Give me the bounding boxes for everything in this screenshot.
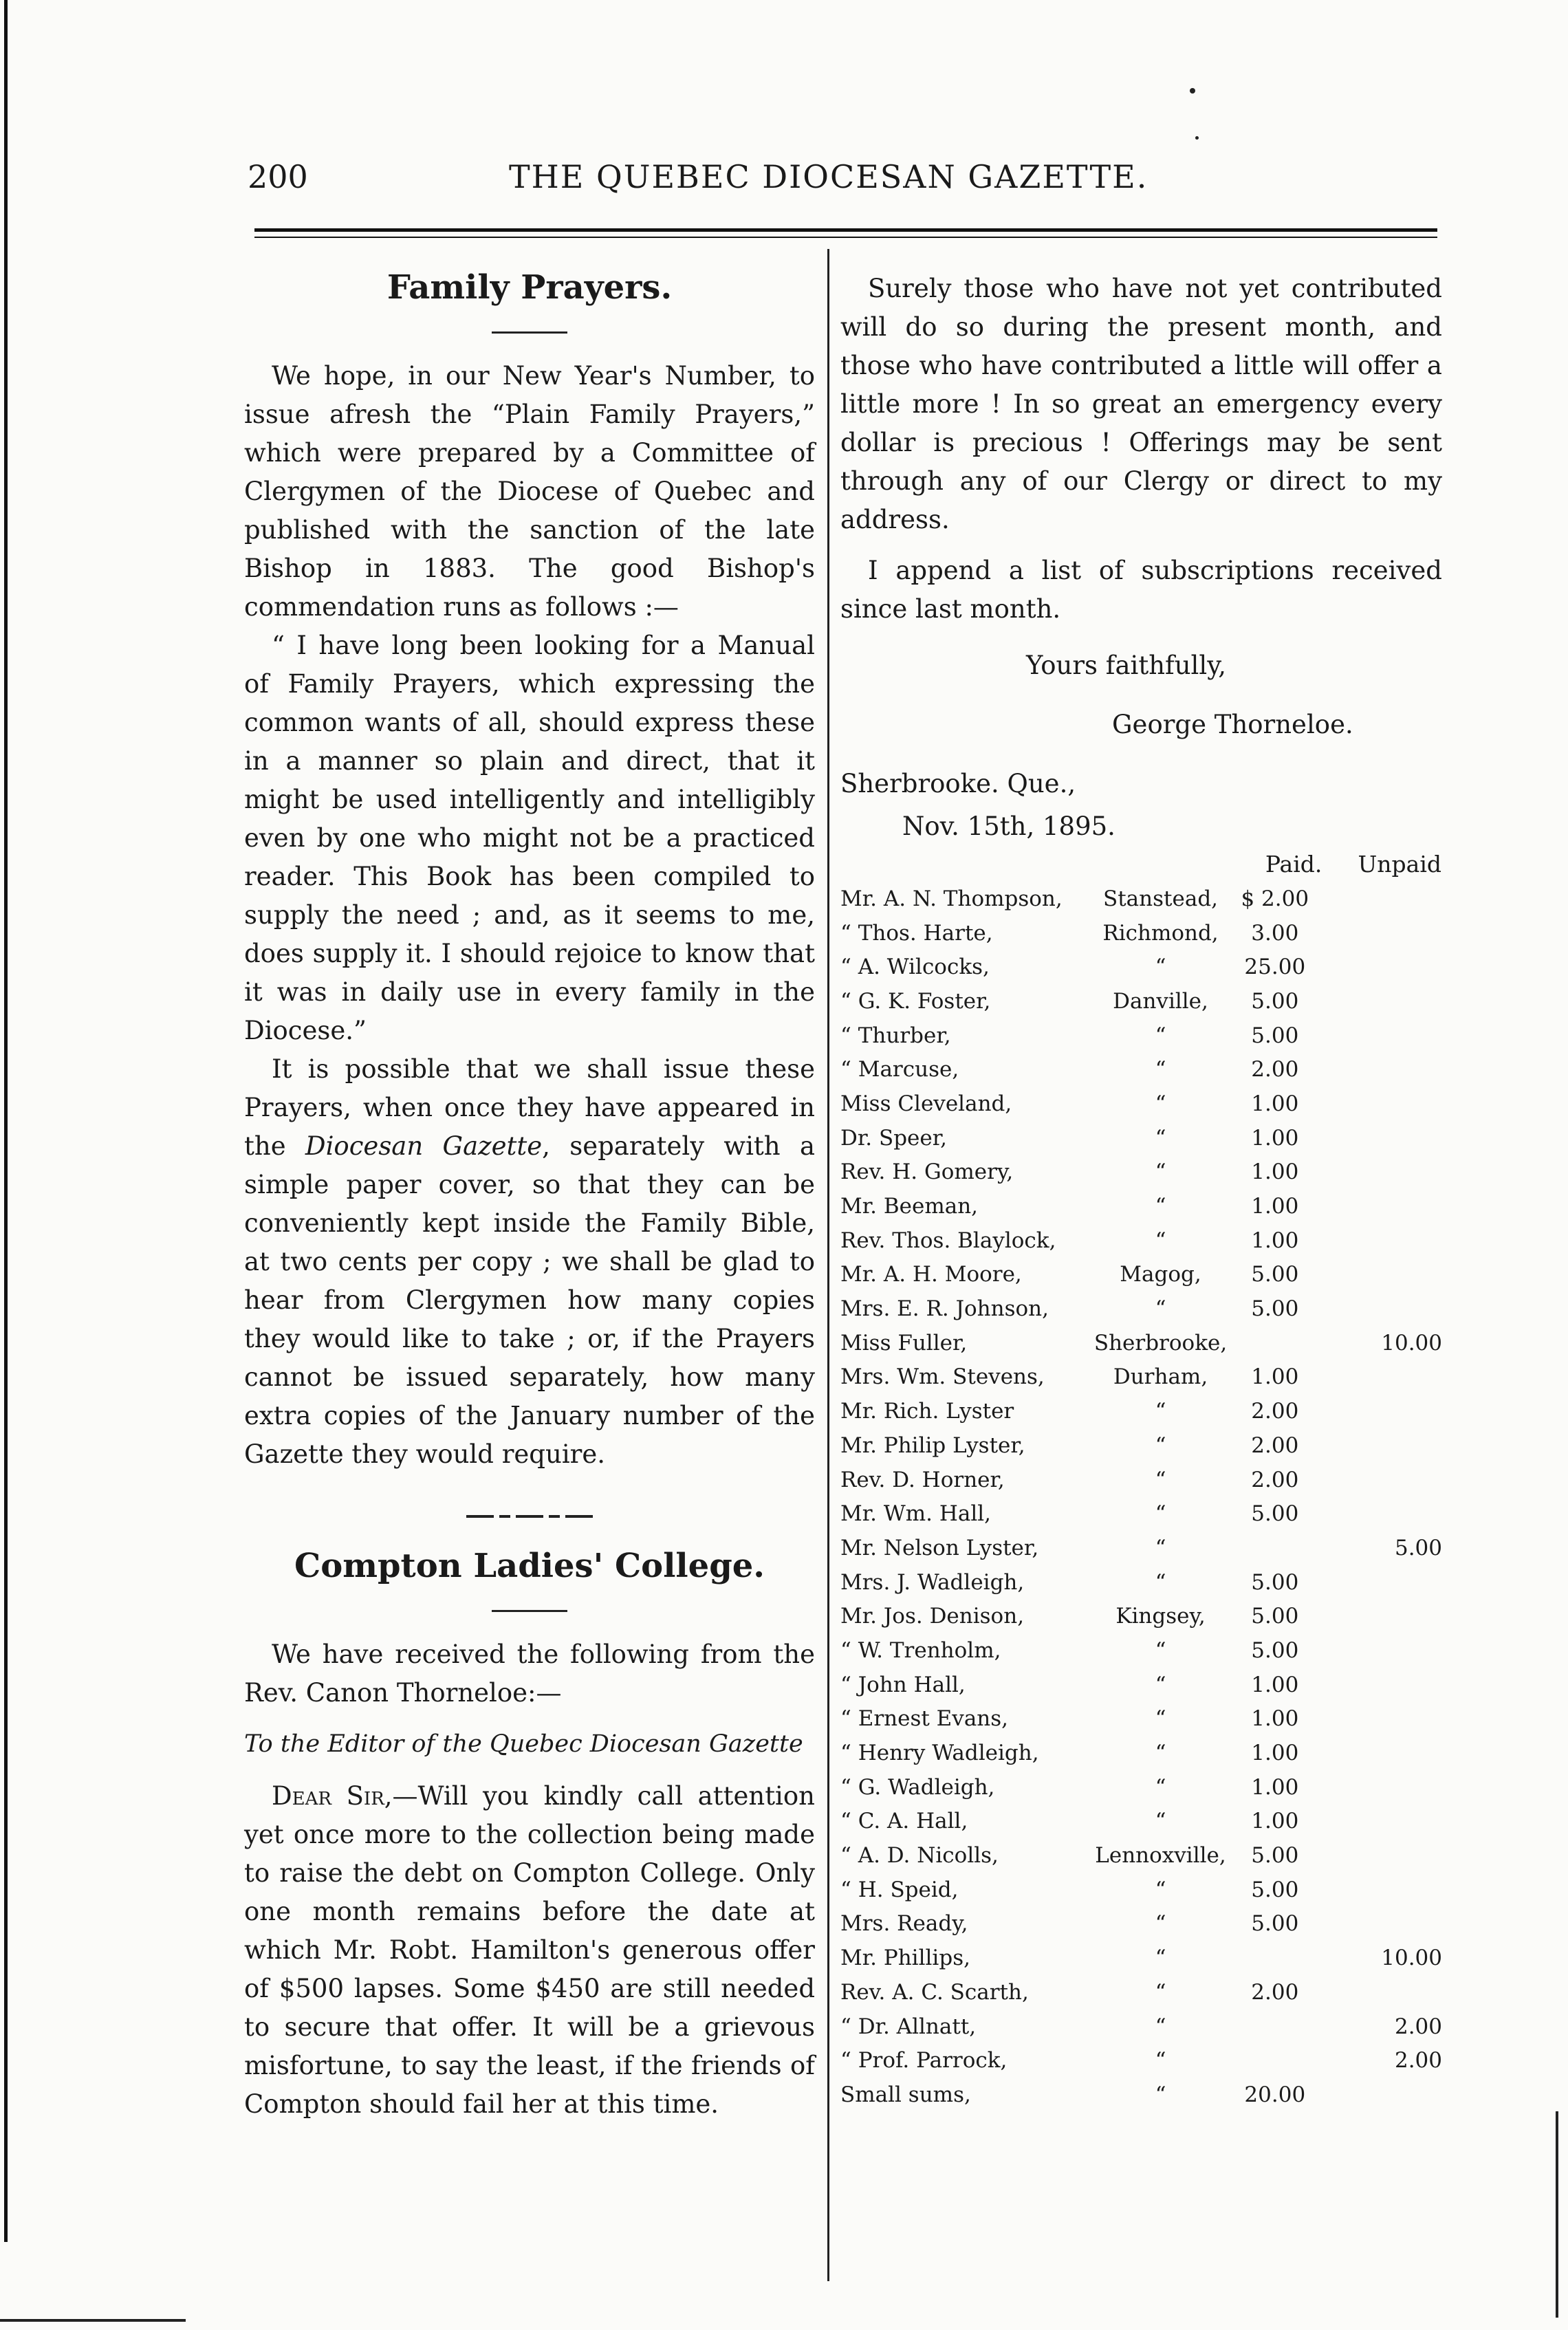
running-title: THE QUEBEC DIOCESAN GAZETTE. [509, 158, 1148, 195]
subscriber-name: Mr. A. H. Moore, [840, 1262, 1022, 1287]
subscriber-place: “ [1155, 1877, 1166, 1902]
paid-amount: 1.00 [1251, 1672, 1299, 1697]
subscriber-place: “ [1155, 1535, 1166, 1560]
unpaid-amount [1322, 916, 1442, 950]
unpaid-amount [1322, 1496, 1442, 1531]
unpaid-amount: 10.00 [1381, 1946, 1442, 1971]
subscriber-name: “ Ernest Evans, [840, 1706, 1009, 1732]
paid-amount: 1.00 [1251, 1159, 1299, 1185]
paid-amount: 5.00 [1251, 1911, 1299, 1937]
table-row [840, 1019, 1442, 1053]
subscriber-place: Magog, [1120, 1262, 1201, 1287]
subscriber-name: “ A. D. Nicolls, [840, 1843, 999, 1869]
scan-edge-bottom [0, 2319, 186, 2322]
table-row [840, 1565, 1442, 1600]
unpaid-amount: 2.00 [1394, 2048, 1442, 2073]
dear-sir: Dear Sir, [272, 1781, 393, 1811]
paid-amount: 5.00 [1251, 1569, 1299, 1595]
subscriber-name: Rev. H. Gomery, [840, 1159, 1014, 1185]
subscriber-place: “ [1155, 2048, 1166, 2073]
table-row [840, 1258, 1442, 1292]
paid-amount: $ 2.00 [1241, 886, 1309, 911]
appeal-paragraph: Surely those who have not yet contributed will do so during the present month, and those who have contributed a little will offer a little more ! In so great an emergency every dollar is precious ! Offerings may be sent through any of our Clergy or direct to my address. [840, 274, 1442, 534]
paid-amount: 1.00 [1251, 1091, 1299, 1116]
subscriber-place: “ [1155, 1194, 1166, 1219]
table-row [840, 1975, 1442, 2010]
subscriber-place: Stanstead, [1102, 886, 1219, 911]
table-row [840, 984, 1442, 1019]
subscriber-name: “ Marcuse, [840, 1057, 959, 1082]
subscriber-place: “ [1155, 1569, 1166, 1595]
table-row [840, 1428, 1442, 1463]
table-row [840, 1394, 1442, 1428]
scan-edge-right [1556, 2111, 1558, 2318]
paid-amount [1227, 2010, 1322, 2044]
unpaid-amount [1322, 1052, 1442, 1087]
subscriber-place: “ [1155, 955, 1166, 980]
table-row [840, 1531, 1442, 1565]
subscriber-name: Miss Cleveland, [840, 1091, 1012, 1116]
header-rule [254, 228, 1437, 232]
paid-amount [1227, 1326, 1322, 1360]
header-rule-thin [254, 237, 1437, 238]
subscriber-name: Rev. Thos. Blaylock, [840, 1228, 1056, 1253]
unpaid-amount [1322, 1805, 1442, 1839]
unpaid-amount [1322, 1019, 1442, 1053]
unpaid-amount [1322, 1907, 1442, 1941]
subscriber-place: “ [1155, 1159, 1166, 1185]
paid-amount: 5.00 [1251, 1637, 1299, 1663]
paid-amount: 1.00 [1251, 1809, 1299, 1834]
subscriber-name: Mr. A. N. Thompson, [840, 886, 1063, 911]
unpaid-amount: 5.00 [1394, 1535, 1442, 1560]
subscriber-name: “ C. A. Hall, [840, 1809, 968, 1834]
unpaid-header: Unpaid [1358, 850, 1441, 878]
subscriber-name: “ Henry Wadleigh, [840, 1741, 1039, 1766]
subscriber-name: Mr. Rich. Lyster [840, 1399, 1014, 1424]
unpaid-amount [1322, 1633, 1442, 1668]
table-row [840, 1463, 1442, 1497]
subscriber-place: “ [1155, 1023, 1166, 1048]
subscriber-place: “ [1155, 1467, 1166, 1492]
compton-intro: We have received the following from the Rev. Canon Thorneloe:— [244, 1640, 815, 1708]
subscriber-name: Mr. Philip Lyster, [840, 1433, 1025, 1458]
table-row [840, 1292, 1442, 1326]
subscriber-place: “ [1155, 1296, 1166, 1322]
paid-amount: 2.00 [1251, 1467, 1299, 1492]
family-prayers-heading: Family Prayers. [386, 268, 673, 307]
paid-amount: 5.00 [1251, 988, 1299, 1014]
subscriber-name: Miss Fuller, [840, 1330, 968, 1355]
paid-amount: 1.00 [1251, 1194, 1299, 1219]
table-row [840, 1121, 1442, 1155]
paid-amount [1227, 2043, 1322, 2078]
subscriber-name: Small sums, [840, 2082, 971, 2107]
unpaid-amount [1322, 1736, 1442, 1770]
subscriber-place: “ [1155, 1911, 1166, 1937]
table-row [840, 882, 1442, 916]
unpaid-amount [1322, 1565, 1442, 1600]
paid-amount: 3.00 [1251, 920, 1299, 946]
unpaid-amount [1322, 1087, 1442, 1121]
table-row [840, 1087, 1442, 1121]
paid-amount: 25.00 [1244, 955, 1306, 980]
subscriber-name: “ Thos. Harte, [840, 920, 993, 946]
table-row [840, 1941, 1442, 1975]
unpaid-amount [1322, 1838, 1442, 1873]
unpaid-amount: 10.00 [1381, 1330, 1442, 1355]
subscriber-place: “ [1155, 1637, 1166, 1663]
subscriber-name: “ John Hall, [840, 1672, 966, 1697]
subscriber-place: Lennoxville, [1095, 1843, 1226, 1869]
paid-amount: 2.00 [1251, 1979, 1299, 2005]
letter-date: Nov. 15th, 1895. [902, 812, 1115, 841]
unpaid-amount [1322, 1770, 1442, 1805]
table-row [840, 1189, 1442, 1223]
subscriber-place: Sherbrooke, [1093, 1330, 1228, 1355]
unpaid-amount [1322, 1428, 1442, 1463]
subscriber-name: Mrs. Wm. Stevens, [840, 1364, 1045, 1390]
unpaid-amount [1322, 1292, 1442, 1326]
subscriber-place: “ [1155, 1672, 1166, 1697]
unpaid-amount [1322, 882, 1442, 916]
paid-amount: 2.00 [1251, 1057, 1299, 1082]
subscriber-place: “ [1155, 1125, 1166, 1151]
paid-amount: 5.00 [1251, 1296, 1299, 1322]
subscriber-place: “ [1155, 1741, 1166, 1766]
subscriber-place: “ [1155, 2082, 1166, 2107]
subscriber-place: “ [1155, 1399, 1166, 1424]
table-row [840, 2043, 1442, 2078]
table-row [840, 1702, 1442, 1736]
paid-amount [1227, 1531, 1322, 1565]
subscriber-name: “ Prof. Parrock, [840, 2048, 1008, 2073]
compton-college-heading: Compton Ladies' College. [294, 1547, 765, 1585]
letter-signature: George Thorneloe. [1112, 710, 1353, 739]
paid-amount: 1.00 [1251, 1228, 1299, 1253]
subscriber-name: “ A. Wilcocks, [840, 955, 990, 980]
subscriber-name: Mr. Nelson Lyster, [840, 1535, 1039, 1560]
page-header [248, 158, 1444, 206]
paid-amount: 5.00 [1251, 1604, 1299, 1629]
unpaid-amount [1322, 1189, 1442, 1223]
paid-amount: 2.00 [1251, 1433, 1299, 1458]
table-row [840, 916, 1442, 950]
paid-amount: 20.00 [1244, 2082, 1306, 2107]
paid-amount: 5.00 [1251, 1023, 1299, 1048]
subscriber-name: Mr. Beeman, [840, 1194, 979, 1219]
unpaid-amount [1322, 1668, 1442, 1702]
table-row [840, 1052, 1442, 1087]
unpaid-amount [1322, 1121, 1442, 1155]
subscriber-place: “ [1155, 1979, 1166, 2005]
subscriber-name: Mr. Jos. Denison, [840, 1604, 1025, 1629]
paid-amount [1227, 1941, 1322, 1975]
table-row [840, 1599, 1442, 1633]
table-row [840, 950, 1442, 984]
paid-amount: 1.00 [1251, 1364, 1299, 1390]
heading-rule [492, 1610, 567, 1612]
gazette-title-italic: Diocesan Gazette [305, 1131, 543, 1161]
paid-amount: 5.00 [1251, 1877, 1299, 1902]
subscriber-name: Dr. Speer, [840, 1125, 948, 1151]
left-column [244, 254, 815, 2124]
compton-letter: Dear Sir,—Will you kindly call attention yet once more to the collection being made to raise the debt on Compton College. Only one month remains before the date at which Mr. Robt. Hamilton's generous offer of $500 lapses. Some $450 are still needed to secure that offer. It will be a grievous misfortune, to say the least, if the friends of Compton should fail her at this time. [244, 1781, 815, 2119]
family-prayers-paragraph: We hope, in our New Year's Number, to issue afresh the “Plain Family Prayers,” which were prepared by a Committee of Clergymen of the Diocese of Quebec and published with the sanction of the late Bishop in 1883. The good Bishop's commendation runs as follows :— [244, 361, 815, 622]
paid-amount: 5.00 [1251, 1843, 1299, 1869]
subscriber-name: “ G. Wadleigh, [840, 1774, 995, 1800]
paid-amount: 1.00 [1251, 1706, 1299, 1732]
subscriber-name: “ Dr. Allnatt, [840, 2014, 977, 2039]
column-divider [827, 249, 829, 2281]
scan-edge-left [4, 0, 8, 2242]
table-row [840, 1360, 1442, 1395]
letter-salutation-line: To the Editor of the Quebec Diocesan Gazette [244, 1730, 803, 1758]
unpaid-amount [1322, 2078, 1442, 2112]
subscriber-name: Rev. A. C. Scarth, [840, 1979, 1029, 2005]
bishop-quote: “ I have long been looking for a Manual of Family Prayers, which expressing the common wants of all, should express these in a manner so plain and direct, that it might be used intelligently and intelligibly even by one who might not be a practiced reader. This Book has been compiled to supply the need ; and, as it seems to me, does supply it. I should rejoice to know that it was in daily use in every family in the Diocese.” [244, 631, 815, 1045]
table-row [840, 1736, 1442, 1770]
subscriber-name: “ H. Speid, [840, 1877, 959, 1902]
table-row [840, 1223, 1442, 1258]
unpaid-amount [1322, 1463, 1442, 1497]
table-row [840, 2078, 1442, 2112]
paid-header: Paid. [1265, 850, 1322, 878]
unpaid-amount [1322, 984, 1442, 1019]
heading-rule [492, 331, 567, 334]
unpaid-amount [1322, 1599, 1442, 1633]
subscriber-place: “ [1155, 2014, 1166, 2039]
table-row [840, 1155, 1442, 1190]
subscriber-name: Mrs. J. Wadleigh, [840, 1569, 1025, 1595]
table-row [840, 1633, 1442, 1668]
unpaid-amount [1322, 950, 1442, 984]
subscriptions-table [840, 846, 1442, 2112]
subscriber-place: Durham, [1113, 1364, 1208, 1390]
table-row [840, 2010, 1442, 2044]
table-row [840, 1907, 1442, 1941]
subscriber-place: Kingsey, [1115, 1604, 1206, 1629]
unpaid-amount: 2.00 [1394, 2014, 1442, 2039]
subscriber-name: “ W. Trenholm, [840, 1637, 1001, 1663]
subscriber-place: “ [1155, 1809, 1166, 1834]
table-row [840, 1668, 1442, 1702]
unpaid-amount [1322, 1223, 1442, 1258]
page-number: 200 [248, 158, 308, 195]
table-header-row [840, 846, 1442, 882]
unpaid-amount [1322, 1155, 1442, 1190]
paid-amount: 2.00 [1251, 1399, 1299, 1424]
scan-speck [1195, 136, 1199, 140]
subscriber-name: Mr. Phillips, [840, 1946, 970, 1971]
subscriber-place: “ [1155, 1091, 1166, 1116]
subscriber-place: “ [1155, 1057, 1166, 1082]
subscriber-name: “ G. K. Foster, [840, 988, 991, 1014]
paid-amount: 5.00 [1251, 1262, 1299, 1287]
scan-speck [1190, 88, 1195, 94]
paid-amount: 1.00 [1251, 1125, 1299, 1151]
subscriber-place: “ [1155, 1706, 1166, 1732]
subscriber-name: Mrs. E. R. Johnson, [840, 1296, 1049, 1322]
subscriber-name: “ Thurber, [840, 1023, 951, 1048]
letter-closing: Yours faithfully, [1026, 651, 1226, 680]
unpaid-amount [1322, 1702, 1442, 1736]
letter-place: Sherbrooke. Que., [840, 769, 1076, 798]
paid-amount: 5.00 [1251, 1501, 1299, 1527]
subscriptions-intro: I append a list of subscriptions received since last month. [840, 556, 1442, 624]
table-row [840, 1326, 1442, 1360]
unpaid-amount [1322, 1258, 1442, 1292]
unpaid-amount [1322, 1394, 1442, 1428]
family-prayers-paragraph: It is possible that we shall issue these Prayers, when once they have appeared in the Diocesan Gazette, separately with a simple paper cover, so that they can be conveniently kept inside the Family Bible, at two cents per copy ; we shall be glad to hear from Clergymen how many copies they would like to take ; or, if the Prayers cannot be issued separately, how many extra copies of the January number of the Gazette they would require. [244, 1054, 816, 1469]
table-row [840, 1496, 1442, 1531]
paid-amount: 1.00 [1251, 1741, 1299, 1766]
unpaid-amount [1322, 1360, 1442, 1395]
unpaid-amount [1322, 1873, 1442, 1907]
subscriber-place: Richmond, [1102, 920, 1219, 946]
subscriber-place: “ [1155, 1774, 1166, 1800]
unpaid-amount [1322, 1975, 1442, 2010]
subscriber-place: “ [1155, 1433, 1166, 1458]
section-divider [244, 1515, 815, 1518]
table-row [840, 1770, 1442, 1805]
table-row [840, 1805, 1442, 1839]
table-row [840, 1838, 1442, 1873]
subscriber-name: Mr. Wm. Hall, [840, 1501, 992, 1527]
subscriber-name: Rev. D. Horner, [840, 1467, 1005, 1492]
right-column [840, 254, 1442, 2112]
subscriber-place: Danville, [1113, 988, 1208, 1014]
subscriber-name: Mrs. Ready, [840, 1911, 968, 1937]
subscriber-place: “ [1155, 1946, 1166, 1971]
subscriber-place: “ [1155, 1501, 1166, 1527]
paid-amount: 1.00 [1251, 1774, 1299, 1800]
subscriber-place: “ [1155, 1228, 1166, 1253]
table-row [840, 1873, 1442, 1907]
